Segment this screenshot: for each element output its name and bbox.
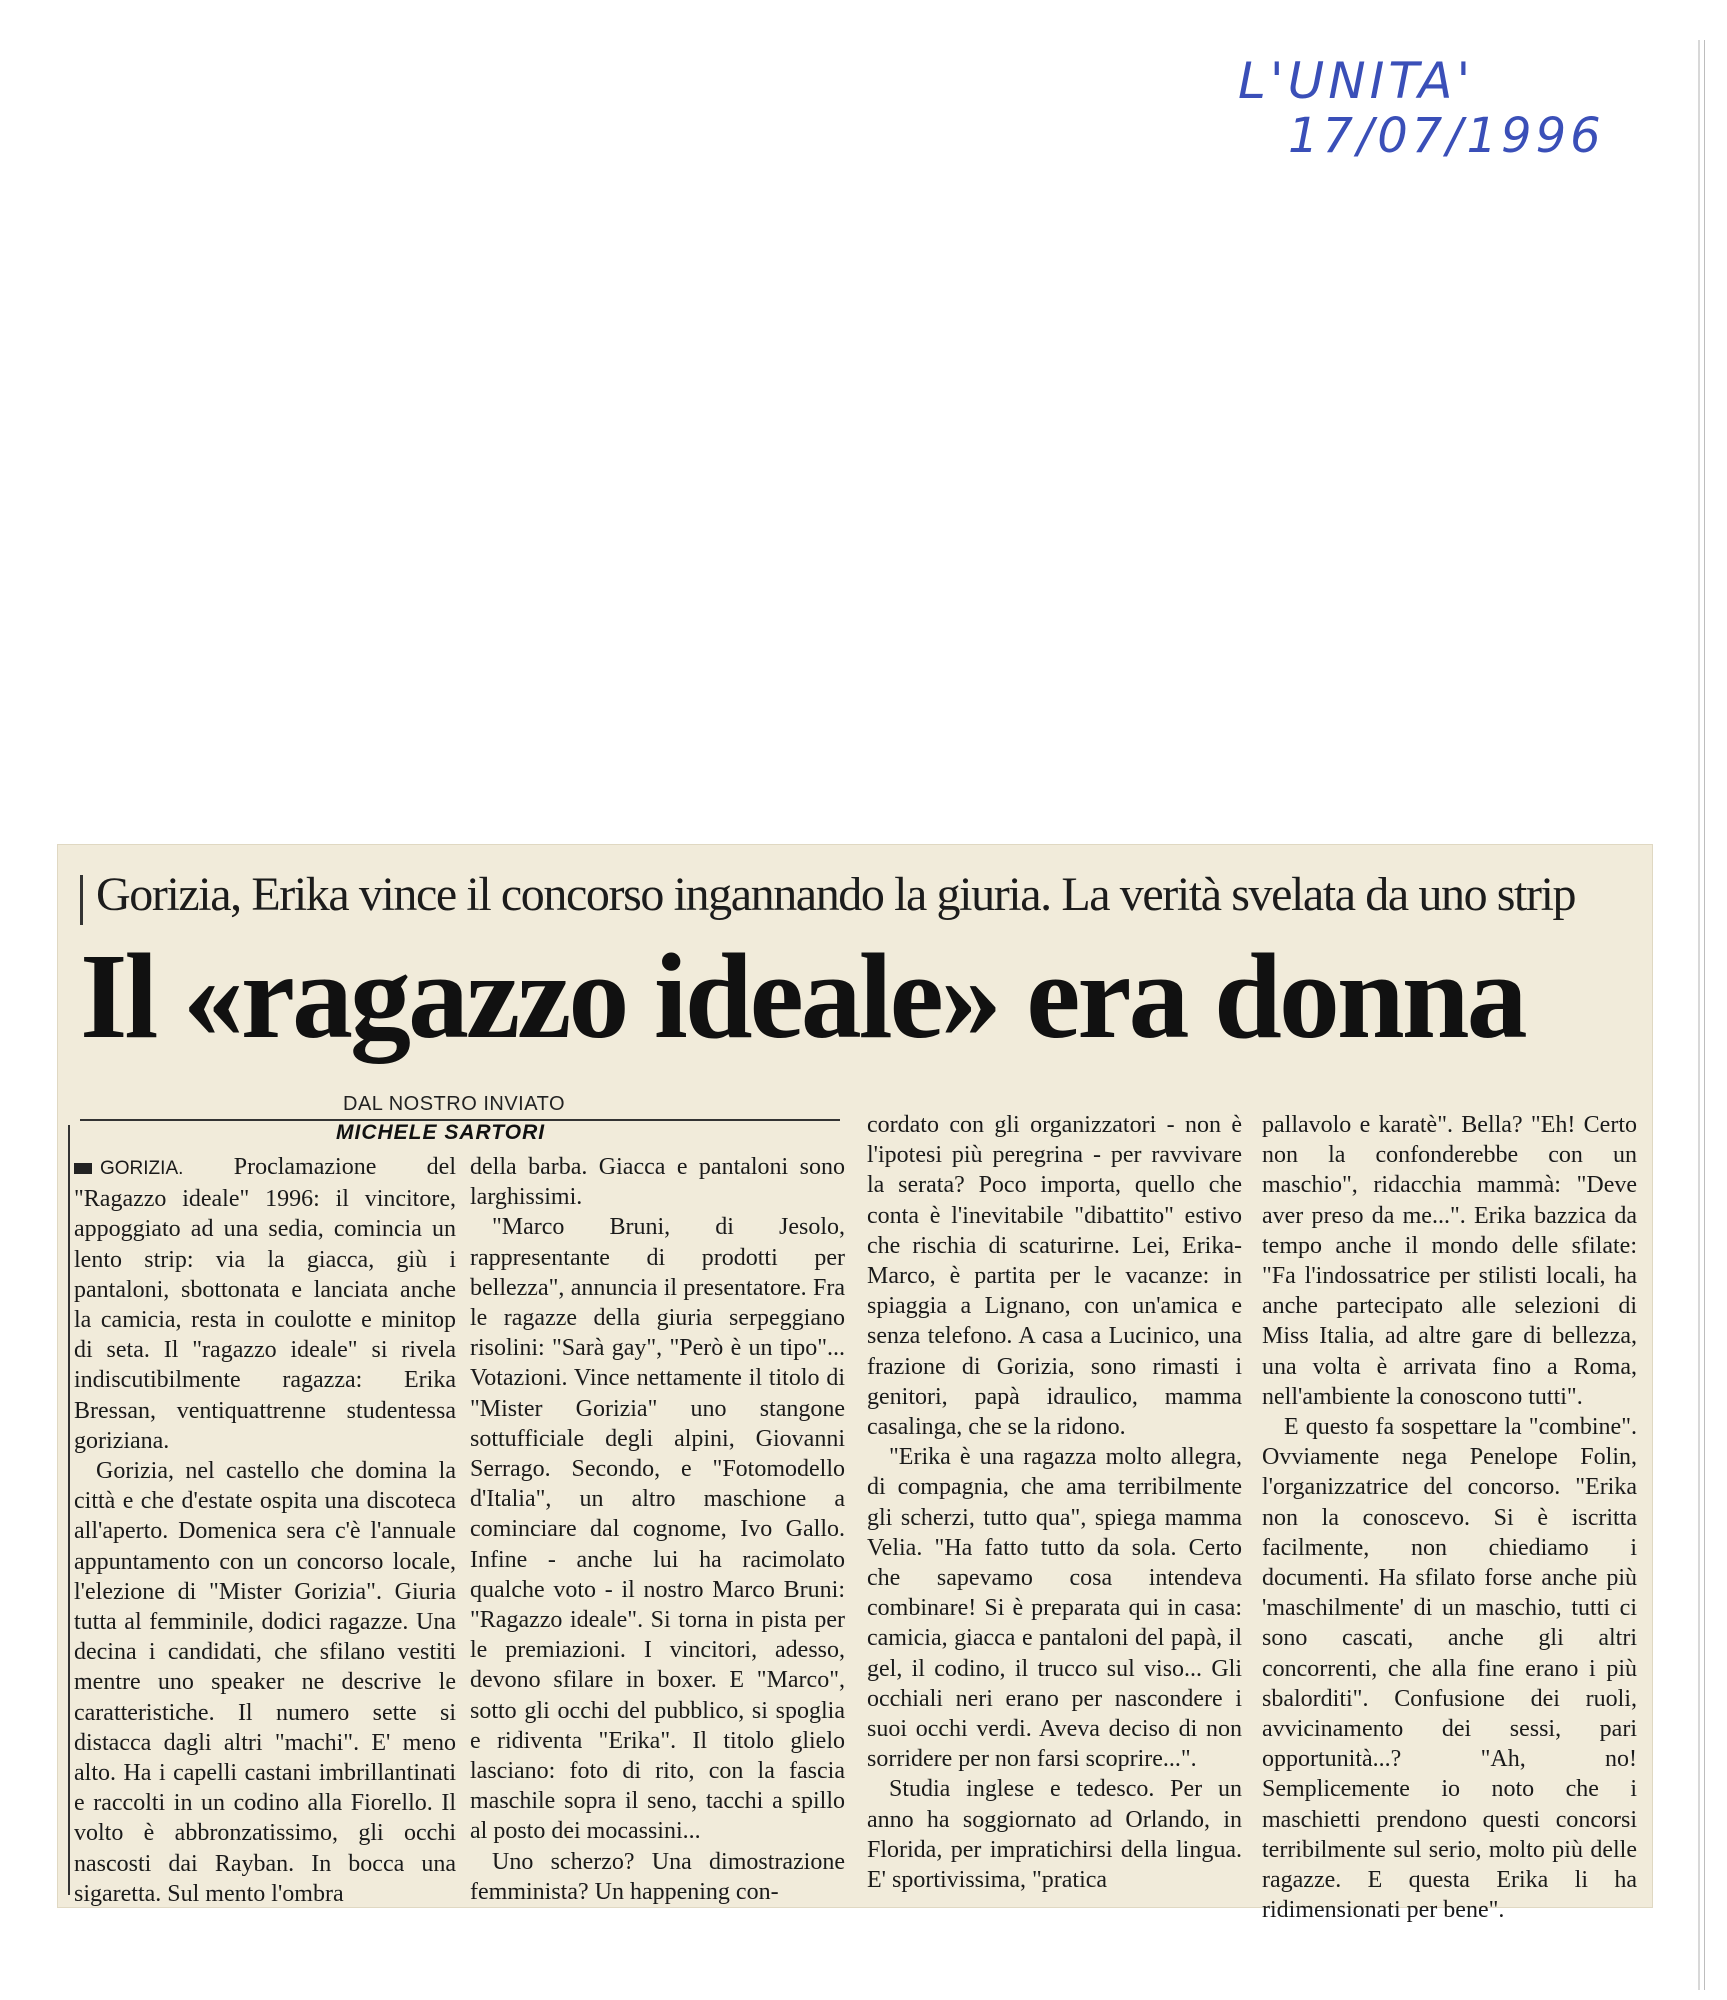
- handwritten-date: 17/07/1996: [1288, 108, 1605, 164]
- paragraph-text: Proclamazione del "Ragazzo ideale" 1996: il vincitore, appoggiato ad una sedia, comincia un lento strip: via la giacca, giù i pantaloni, sbottonata e lanciata anche la camicia, resta in coulotte e minitop di seta. Il "ragazzo ideale" si rivela indiscutibilmente ragazza: Erika Bressan, ventiquattrenne studentessa goriziana.: [74, 1154, 456, 1454]
- handwritten-source: L'UNITA': [1238, 52, 1475, 110]
- paragraph: "Erika è una ragazza molto allegra, di compagnia, che ama terribilmente gli scherzi, tutto qua", spiega mamma Velia. "Ha fatto tutto da sola. Certo che sapevamo cosa intendeva combinare! Si è preparata qui in casa: camicia, giacca e pantaloni del papà, il gel, il codino, il trucco sul viso... Gli occhiali neri erano per nascondere i suoi occhi verdi. Aveva deciso di non sorridere per non farsi scoprire...".: [867, 1444, 1242, 1773]
- page-edge-line: [1698, 40, 1700, 1990]
- dateline: GORIZIA.: [100, 1158, 184, 1179]
- paragraph: [74, 1152, 456, 1456]
- article-headline: Il «ragazzo ideale» era donna: [80, 929, 1525, 1064]
- paragraph: Gorizia, nel castello che domina la città e che d'estate ospita una discoteca all'aperto. Domenica sera c'è l'annuale appuntamento con un concorso locale, l'elezione di "Mister Gorizia". Giuria tutta al femminile, dodici ragazze. Una decina i candidati, che sfilano vestiti mentre uno speaker ne descrive le caratteristiche. Il numero sette si distacca dagli altri "machi". E' meno alto. Ha i capelli castani imbrillantinati e raccolti in un codino alla Fiorello. Il volto è abbronzatissimo, gli occhi nascosti dai Rayban. In bocca una sigaretta. Sul mento l'ombra: [74, 1458, 456, 1907]
- article-column-3: [867, 1110, 1242, 1895]
- paragraph: "Marco Bruni, di Jesolo, rappresentante di prodotti per bellezza", annuncia il presentatore. Fra le ragazze della giuria serpeggiano risolini: "Sarà gay", "Però è un tipo"... Votazioni. Vince nettamente il titolo di "Mister Gorizia" uno stangone sottufficiale degli alpini, Giovanni Serrago. Secondo, e "Fotomodello d'Italia", un altro maschione a cominciare dal cognome, Ivo Gallo. Infine - anche lui ha racimolato qualche voto - il nostro Marco Bruni: "Ragazzo ideale". Si torna in pista per le premiazioni. I vincitori, adesso, devono sfilare in boxer. E "Marco", sotto gli occhi del pubblico, si spoglia e ridiventa "Erika". Il titolo glielo lasciano: foto di rito, con la fascia maschile sopra il seno, tacchi a spillo al posto dei mocassini...: [470, 1214, 845, 1845]
- headline-rule: [80, 875, 83, 925]
- paragraph: Uno scherzo? Una dimostrazione femminista? Un happening con-: [470, 1848, 845, 1905]
- paragraph: della barba. Giacca e pantaloni sono larghissimi.: [470, 1154, 845, 1211]
- article-column-1: [74, 1152, 456, 1909]
- byline-kicker: DAL NOSTRO INVIATO: [343, 1093, 565, 1115]
- article-column-4: [1262, 1110, 1637, 1925]
- paragraph: Studia inglese e tedesco. Per un anno ha soggiornato ad Orlando, in Florida, per impratichirsi della lingua. E' sportivissima, "pratica: [867, 1776, 1242, 1894]
- article-subtitle: Gorizia, Erika vince il concorso ingannando la giuria. La verità svelata da uno strip: [96, 868, 1576, 921]
- paragraph: cordato con gli organizzatori - non è l'ipotesi più peregrina - per ravvivare la serata? Poco importa, quello che conta è l'inevitabile "dibattito" estivo che rischia di scaturirne. Lei, Erika-Marco, è partita per le vacanze: in spiaggia a Lignano, con un'amica e senza telefono. A casa a Lucinico, una frazione di Gorizia, sono rimasti i genitori, papà idraulico, mamma casalinga, che se la ridono.: [867, 1112, 1242, 1441]
- newspaper-clipping: [58, 845, 1652, 1924]
- byline-author: MICHELE SARTORI: [336, 1121, 546, 1144]
- page-edge-line: [1704, 40, 1705, 1990]
- dateline-marker: [74, 1163, 92, 1174]
- paragraph: pallavolo e karatè". Bella? "Eh! Certo non la confonderebbe con un maschio", ridacchia mammà: "Deve aver preso da me...". Erika bazzica da tempo anche il mondo delle sfilate: "Fa l'indossatrice per stilisti locali, ha anche partecipato alle selezioni di Miss Italia, ad altre gare di bellezza, una volta è arrivata fino a Roma, nell'ambiente la conoscono tutti".: [1262, 1112, 1637, 1410]
- column-rule: [68, 1125, 70, 1895]
- article-column-2: [470, 1152, 845, 1907]
- paragraph: E questo fa sospettare la "combine". Ovviamente nega Penelope Folin, l'organizzatrice del concorso. "Erika non la conoscevo. Si è iscritta facilmente, non chiediamo i documenti. Ha sfilato forse anche più 'maschilmente' di un maschio, tutti ci sono cascati, anche gli altri concorrenti, che alla fine erano i più sbalorditi". Confusione dei ruoli, avvicinamento dei sessi, pari opportunità...? "Ah, no! Semplicemente io noto che i maschietti prendono questi concorsi terribilmente sul serio, molto più delle ragazze. E questa Erika li ha ridimensionati per bene".: [1262, 1414, 1637, 1924]
